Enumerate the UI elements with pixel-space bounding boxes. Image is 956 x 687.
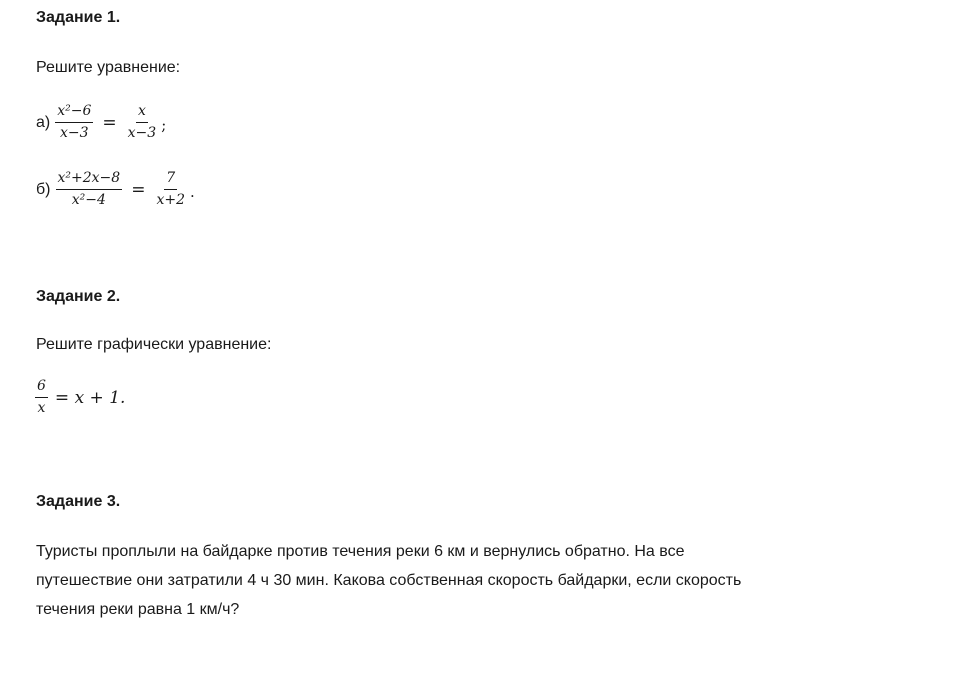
equation-b-rhs-fraction bbox=[154, 170, 187, 209]
equation-graphical-rhs: = x + 1. bbox=[54, 387, 126, 408]
fraction-denominator: x²−4 bbox=[71, 192, 106, 208]
equation-a-end-punctuation: ; bbox=[161, 116, 167, 134]
task-2-prompt: Решите графически уравнение: bbox=[36, 336, 272, 353]
equation-a-rhs-fraction bbox=[126, 103, 159, 142]
equation-b-lhs-fraction bbox=[56, 170, 123, 209]
equation-b bbox=[36, 170, 195, 209]
fraction-numerator: 7 bbox=[164, 170, 177, 190]
task-3-body bbox=[36, 537, 916, 624]
task-1-heading: Задание 1. bbox=[36, 9, 121, 26]
equation-b-end-punctuation: . bbox=[189, 183, 195, 201]
equation-b-label: б) bbox=[36, 180, 51, 198]
equals-sign: = bbox=[131, 179, 146, 200]
fraction-numerator: x²+2x−8 bbox=[56, 170, 123, 190]
equation-graphical-lhs-fraction bbox=[35, 378, 48, 417]
equation-a-label: а) bbox=[36, 113, 51, 131]
equation-a bbox=[36, 103, 166, 142]
fraction-numerator: x bbox=[136, 103, 148, 123]
task-3-line: течения реки равна 1 км/ч? bbox=[36, 601, 240, 618]
equation-a-lhs-fraction bbox=[55, 103, 93, 142]
fraction-numerator: 6 bbox=[35, 378, 48, 398]
fraction-denominator: x bbox=[37, 400, 46, 416]
equation-graphical bbox=[33, 378, 125, 417]
task-2-heading: Задание 2. bbox=[36, 288, 121, 305]
fraction-denominator: x+2 bbox=[156, 192, 185, 208]
equals-sign: = bbox=[102, 112, 117, 133]
task-3-line: Туристы проплыли на байдарке против течения реки 6 км и вернулись обратно. На все bbox=[36, 543, 685, 560]
fraction-denominator: x−3 bbox=[60, 125, 89, 141]
task-3-heading: Задание 3. bbox=[36, 493, 121, 510]
task-3-line: путешествие они затратили 4 ч 30 мин. Какова собственная скорость байдарки, если скорость bbox=[36, 572, 742, 589]
task-1-prompt: Решите уравнение: bbox=[36, 59, 181, 76]
fraction-numerator: x²−6 bbox=[55, 103, 93, 123]
fraction-denominator: x−3 bbox=[127, 125, 157, 141]
